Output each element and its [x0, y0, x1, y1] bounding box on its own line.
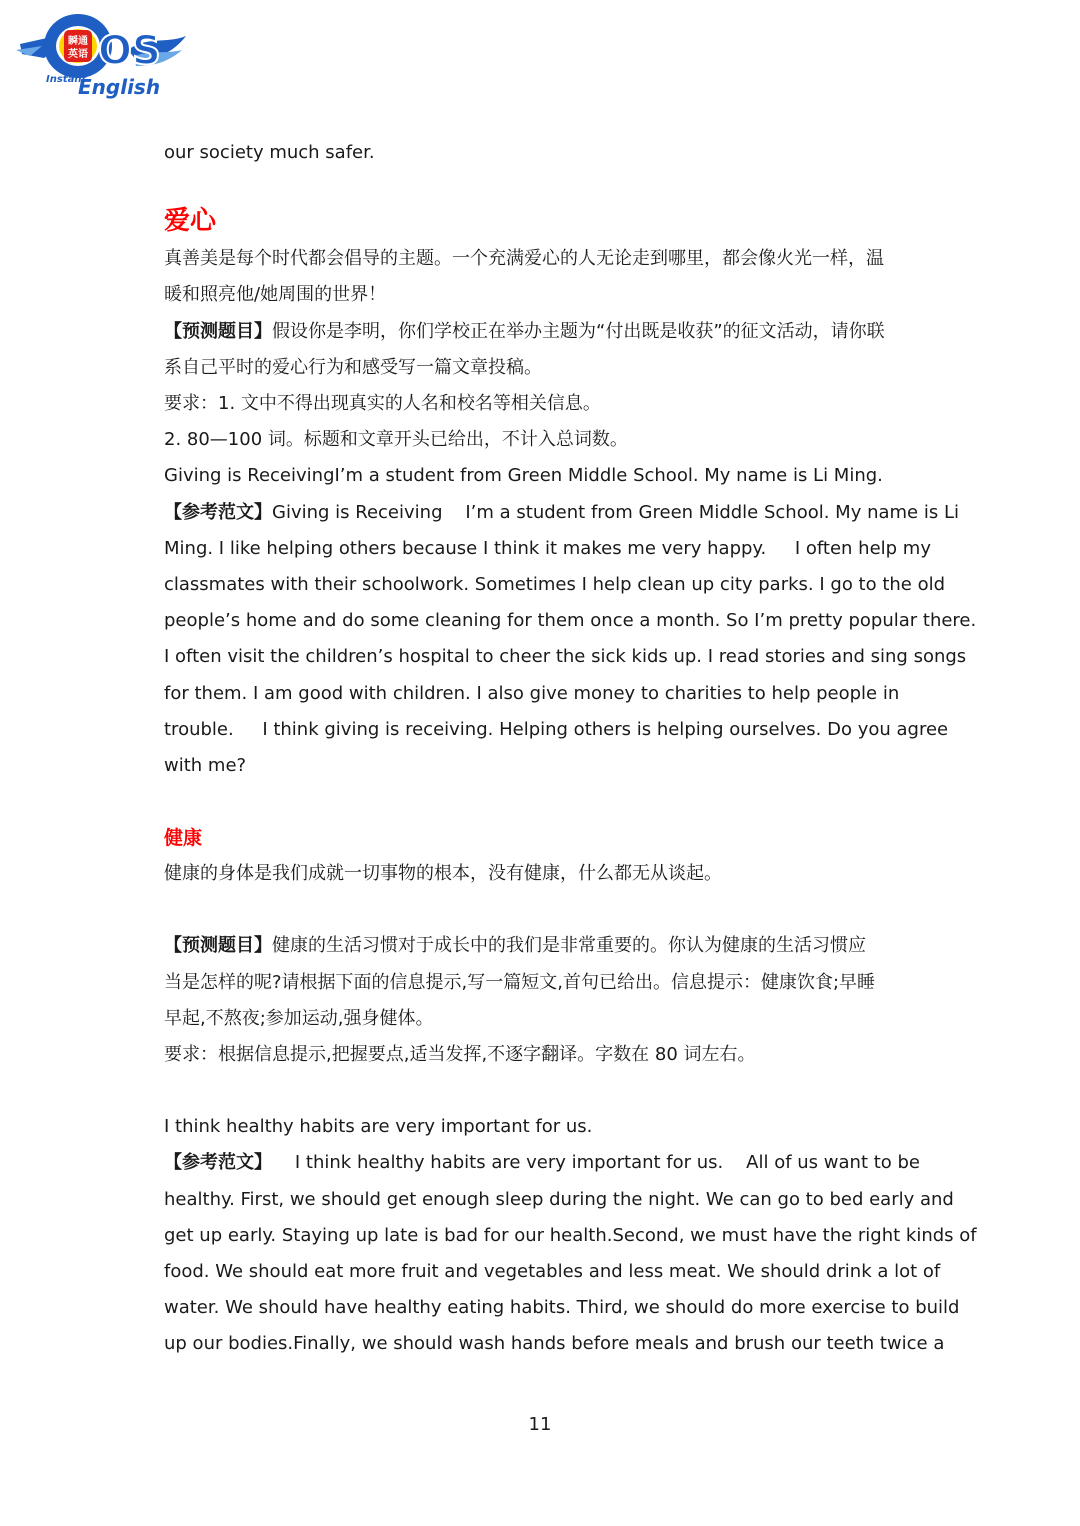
love-start-line: Giving is ReceivingI’m a student from Green Middle School. My name is Li Ming.	[164, 465, 883, 487]
instant-english-logo	[16, 6, 188, 100]
love-requirement-1: 要求：1. 文中不得出现真实的人名和校名等相关信息。	[164, 393, 601, 415]
logo-bottom-text: 英语	[68, 49, 88, 60]
logo-instant-text: Instant	[46, 74, 87, 85]
health-first-sentence: I think healthy habits are very important for us.	[164, 1116, 593, 1138]
love-sample-line-3: classmates with their schoolwork. Sometimes I help clean up city parks. I go to the old	[164, 574, 946, 596]
love-task-line-1	[164, 314, 920, 350]
love-sample-line-2: Ming. I like helping others because I think it makes me very happy. I often help my	[164, 537, 931, 559]
health-task-tag: 【预测题目】	[164, 935, 272, 957]
love-desc-line-2: 暖和照亮他/她周围的世界！	[164, 284, 387, 306]
love-task-line-2: 系自己平时的爱心行为和感受写一篇文章投稿。	[164, 356, 542, 378]
health-sample-line-4: food. We should eat more fruit and vegetables and less meat. We should drink a lot of	[164, 1261, 941, 1283]
love-desc-line-1: 真善美是每个时代都会倡导的主题。一个充满爱心的人无论走到哪里，都会像火光一样，温	[164, 248, 884, 270]
document-body	[164, 135, 977, 1363]
health-sample-line-2: healthy. First, we should get enough sleep during the night. We can go to bed early and	[164, 1188, 954, 1210]
love-sample-line-8: with me?	[164, 755, 247, 777]
page-number: 11	[528, 1414, 552, 1435]
health-sample-line-6: up our bodies.Finally, we should wash hands before meals and brush our teeth twice a	[164, 1333, 945, 1355]
love-sample-line-4: people’s home and do some cleaning for them once a month. So I’m pretty popular there.	[164, 610, 977, 632]
love-task-tag: 【预测题目】	[164, 320, 272, 342]
love-sample-line-5: I often visit the children’s hospital to cheer the sick kids up. I read stories and sing songs	[164, 646, 967, 668]
love-section	[164, 201, 977, 784]
health-requirement: 要求：根据信息提示,把握要点,适当发挥,不逐字翻译。字数在 80 词左右。	[164, 1044, 756, 1066]
intro-line: our society much safer.	[164, 142, 375, 163]
logo-top-text: 瞬通	[68, 36, 88, 47]
logo-english-text: English	[78, 75, 161, 99]
love-sample-line-7: trouble. I think giving is receiving. Helping others is helping ourselves. Do you agree	[164, 718, 949, 740]
health-sample-line-3: get up early. Staying up late is bad for our health.Second, we must have the right kinds of	[164, 1224, 977, 1246]
love-sample-line-1	[164, 495, 959, 531]
love-sample-text-1: Giving is Receiving I’m a student from Green Middle School. My name is Li	[272, 501, 959, 523]
love-task-text-1: 假设你是李明，你们学校正在举办主题为“付出既是收获”的征文活动，请你联	[272, 320, 885, 342]
logo-letters: OS	[98, 28, 161, 74]
health-section	[164, 820, 977, 1362]
health-heading: 健康	[164, 827, 203, 850]
love-sample-line-6: for them. I am good with children. I also give money to charities to help people in	[164, 682, 900, 704]
health-task-line-2: 当是怎样的呢?请根据下面的信息提示,写一篇短文,首句已给出。信息提示：健康饮食;早睡	[164, 971, 876, 993]
health-task-line-1	[164, 928, 920, 964]
love-heading: 爱心	[164, 206, 217, 237]
health-desc: 健康的身体是我们成就一切事物的根本，没有健康，什么都无从谈起。	[164, 863, 722, 885]
health-sample-line-5: water. We should have healthy eating habits. Third, we should do more exercise to build	[164, 1297, 960, 1319]
love-sample-tag: 【参考范文】	[164, 501, 272, 523]
love-requirement-2: 2. 80—100 词。标题和文章开头已给出，不计入总词数。	[164, 429, 628, 451]
health-sample-text-1: I think healthy habits are very important for us. All of us want to be	[272, 1152, 921, 1174]
health-sample-line-1	[164, 1145, 920, 1181]
health-sample-tag: 【参考范文】	[164, 1152, 272, 1174]
health-task-line-3: 早起,不熬夜;参加运动,强身健体。	[164, 1007, 434, 1029]
health-task-text-1: 健康的生活习惯对于成长中的我们是非常重要的。你认为健康的生活习惯应	[272, 935, 866, 957]
